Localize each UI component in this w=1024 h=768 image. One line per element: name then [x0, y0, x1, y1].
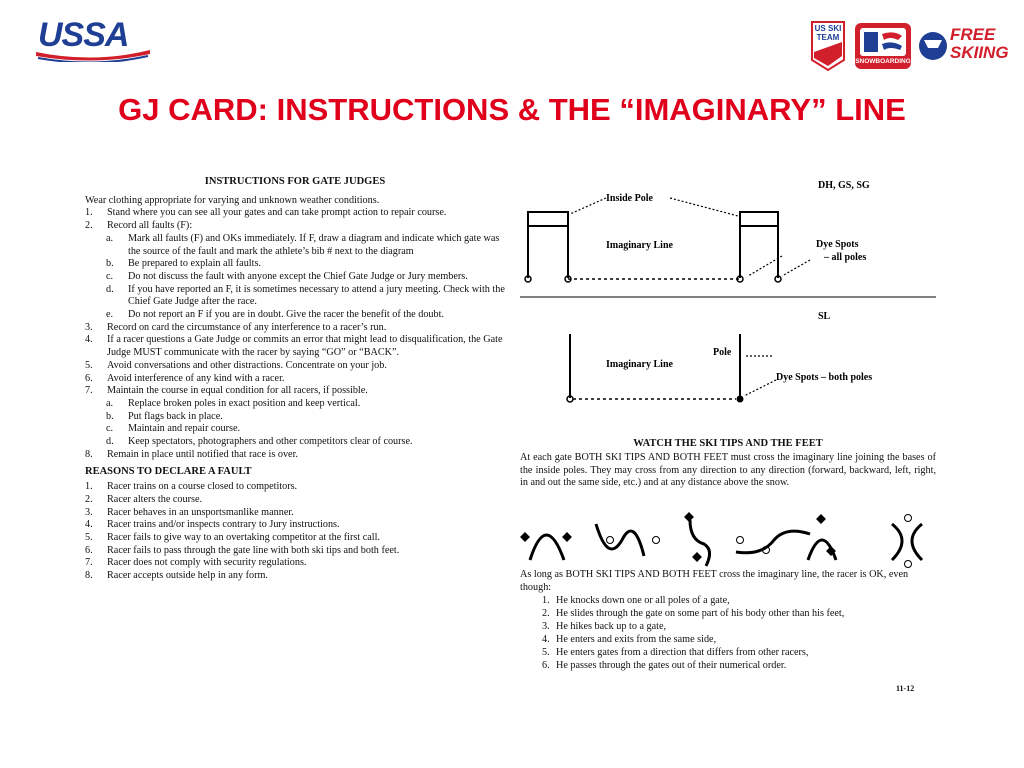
freeskiing-label: FREE SKIING — [950, 25, 1009, 62]
list-item — [85, 385, 505, 398]
item-number: 5. — [85, 531, 93, 543]
ski-track-examples — [518, 510, 938, 572]
snowboarding-label: SNOWBOARDING — [855, 58, 911, 65]
list-item — [542, 646, 940, 659]
item-number: 3. — [542, 621, 550, 632]
item-number: 4. — [85, 334, 93, 346]
inside-pole-label: Inside Pole — [606, 193, 653, 204]
list-item — [85, 519, 505, 532]
item-number: 7. — [85, 557, 93, 569]
item-number: 3. — [85, 321, 93, 333]
list-item — [542, 633, 940, 646]
item-number: 2. — [85, 220, 93, 232]
item-text: Record all faults (F): — [107, 220, 193, 232]
dye-spots-label: Dye Spots — [816, 239, 859, 250]
item-text: He passes through the gates out of their numerical order. — [556, 660, 787, 671]
list-subitem — [85, 258, 505, 271]
item-number: 6. — [85, 544, 93, 556]
item-text: He slides through the gate on some part of his body other than his feet, — [556, 608, 845, 619]
subitem-text: Mark all faults (F) and OKs immediately. If F, draw a diagram and indicate which gate was the source of the fault and mark the athlete’s bib # next to the diagram — [128, 232, 500, 257]
ok-intro: As long as BOTH SKI TIPS AND BOTH FEET cross the imaginary line, the racer is OK, even though: — [520, 569, 909, 593]
reasons-heading: REASONS TO DECLARE A FAULT — [85, 466, 252, 478]
item-text: Racer accepts outside help in any form. — [107, 570, 268, 582]
item-number: 4. — [85, 519, 93, 531]
item-number: 1. — [85, 481, 93, 493]
item-number: 5. — [85, 359, 93, 371]
subitem-letter: b. — [106, 410, 114, 422]
us-freeskiing-logo — [918, 22, 1010, 70]
item-text: If a racer questions a Gate Judge or commits an error that might lead to disqualification, the Gate Judge MUST communicate with the racer by saying “GO” or “BACK”. — [107, 334, 503, 359]
item-number: 2. — [85, 493, 93, 505]
track-example-6 — [892, 515, 922, 568]
list-item — [542, 607, 940, 620]
item-number: 3. — [85, 506, 93, 518]
all-poles-label: – all poles — [824, 252, 867, 263]
us-ski-team-logo — [808, 20, 848, 72]
list-item — [85, 557, 505, 570]
subitem-text: Do not report an F if you are in doubt. Give the racer the benefit of the doubt. — [128, 309, 445, 321]
list-item — [85, 507, 505, 520]
item-number: 4. — [542, 634, 550, 645]
item-text: Racer trains and/or inspects contrary to Jury instructions. — [107, 519, 340, 531]
watch-ski-tips-section — [520, 438, 936, 489]
item-text: He hikes back up to a gate, — [556, 621, 667, 632]
list-item — [85, 373, 505, 386]
pole-label: Pole — [713, 347, 732, 358]
gate-diagram — [520, 176, 940, 436]
slide-title: GJ CARD: INSTRUCTIONS & THE “IMAGINARY” LINE — [118, 92, 906, 127]
list-subitem — [85, 233, 505, 258]
list-item — [85, 570, 505, 583]
track-example-1 — [521, 533, 571, 560]
item-number: 1. — [85, 207, 93, 219]
list-item — [542, 659, 940, 672]
list-item — [85, 532, 505, 545]
track-example-2 — [596, 524, 660, 556]
imaginary-line-label: Imaginary Line — [606, 240, 673, 251]
us-snowboarding-logo — [854, 22, 912, 70]
item-text: Racer fails to give way to an overtaking competitor at the first call. — [107, 531, 380, 543]
instructions-intro: Wear clothing appropriate for varying and unknown weather conditions. — [85, 194, 380, 206]
watch-body: At each gate BOTH SKI TIPS AND BOTH FEET must cross the imaginary line joining the bases of the inside poles. They may cross from any direction to any direction (forward, backward, left, right, in and out the same side, etc.) and at any distance above the snow. — [520, 452, 936, 488]
subitem-letter: a. — [106, 397, 114, 409]
ussa-swoosh-icon — [34, 48, 152, 62]
item-text: Racer alters the course. — [107, 493, 203, 505]
item-number: 5. — [542, 647, 550, 658]
item-text: Stand where you can see all your gates and can take prompt action to repair course. — [107, 207, 447, 219]
list-subitem — [85, 309, 505, 322]
list-item — [85, 545, 505, 558]
item-number: 7. — [85, 385, 93, 397]
subitem-letter: d. — [106, 283, 114, 295]
freeskiing-emblem-icon — [918, 26, 948, 66]
open-gate-right — [740, 212, 778, 278]
ussa-logo-text: USSA — [38, 16, 129, 54]
track-example-4 — [736, 531, 810, 553]
item-number: 8. — [85, 448, 93, 460]
item-text: Record on card the circumstance of any interference to a racer’s run. — [107, 321, 387, 333]
item-text: Avoid conversations and other distractions. Concentrate on your job. — [107, 359, 387, 371]
subitem-text: Do not discuss the fault with anyone except the Chief Gate Judge or Jury members. — [128, 270, 468, 282]
subitem-letter: e. — [106, 309, 114, 321]
racer-ok-list — [520, 568, 940, 672]
subitem-letter: c. — [106, 423, 114, 435]
partner-logos — [808, 20, 1010, 72]
subitem-letter: a. — [106, 232, 114, 244]
list-item — [85, 220, 505, 233]
list-item — [85, 334, 505, 359]
dh-gs-sg-label: DH, GS, SG — [818, 180, 870, 191]
item-number: 2. — [542, 608, 550, 619]
subitem-text: Be prepared to explain all faults. — [128, 258, 261, 270]
subitem-text: Replace broken poles in exact position and keep vertical. — [128, 397, 361, 409]
track-example-3 — [685, 513, 710, 566]
list-subitem — [85, 284, 505, 309]
track-example-5 — [808, 515, 836, 560]
list-subitem — [85, 436, 505, 449]
subitem-letter: c. — [106, 270, 114, 282]
subitem-text: Keep spectators, photographers and other competitors clear of course. — [128, 436, 413, 448]
sl-pole-base-right — [737, 396, 744, 403]
list-subitem — [85, 271, 505, 284]
item-text: Remain in place until notified that race is over. — [107, 448, 298, 460]
item-text: He enters and exits from the same side, — [556, 634, 717, 645]
subitem-text: Maintain and repair course. — [128, 423, 241, 435]
subitem-letter: d. — [106, 436, 114, 448]
subitem-text: If you have reported an F, it is sometimes necessary to attend a jury meeting. Check with the Chief Gate Judge after the race. — [128, 283, 505, 308]
open-gate-left — [528, 212, 568, 278]
list-item — [85, 494, 505, 507]
ski-team-label: US SKI TEAM — [814, 24, 842, 42]
list-item — [85, 449, 505, 462]
item-text: Racer fails to pass through the gate line with both ski tips and both feet. — [107, 544, 400, 556]
list-subitem — [85, 423, 505, 436]
list-item — [85, 360, 505, 373]
item-text: Racer behaves in an unsportsmanlike manner. — [107, 506, 294, 518]
list-item — [542, 594, 940, 607]
subitem-letter: b. — [106, 258, 114, 270]
item-text: Racer trains on a course closed to competitors. — [107, 481, 298, 493]
item-number: 6. — [542, 660, 550, 671]
list-item — [85, 322, 505, 335]
item-text: Racer does not comply with security regulations. — [107, 557, 307, 569]
item-text: He knocks down one or all poles of a gate, — [556, 595, 730, 606]
page-number: 11-12 — [896, 684, 915, 693]
list-subitem — [85, 398, 505, 411]
item-text: Maintain the course in equal condition for all racers, if possible. — [107, 385, 368, 397]
item-text: Avoid interference of any kind with a racer. — [107, 372, 285, 384]
list-item — [542, 620, 940, 633]
ussa-logo — [34, 14, 154, 66]
item-text: He enters gates from a direction that differs from other racers, — [556, 647, 809, 658]
list-item — [85, 481, 505, 494]
sl-imaginary-line-label: Imaginary Line — [606, 359, 673, 370]
subitem-text: Put flags back in place. — [128, 410, 223, 422]
item-number: 1. — [542, 595, 550, 606]
item-number: 6. — [85, 372, 93, 384]
sl-label: SL — [818, 311, 831, 322]
gate-judge-instructions — [85, 176, 505, 583]
item-number: 8. — [85, 570, 93, 582]
watch-heading: WATCH THE SKI TIPS AND THE FEET — [633, 438, 823, 449]
dye-spots-both-label: Dye Spots – both poles — [776, 372, 873, 383]
list-subitem — [85, 411, 505, 424]
instructions-heading: INSTRUCTIONS FOR GATE JUDGES — [204, 176, 386, 187]
list-item — [85, 207, 505, 220]
